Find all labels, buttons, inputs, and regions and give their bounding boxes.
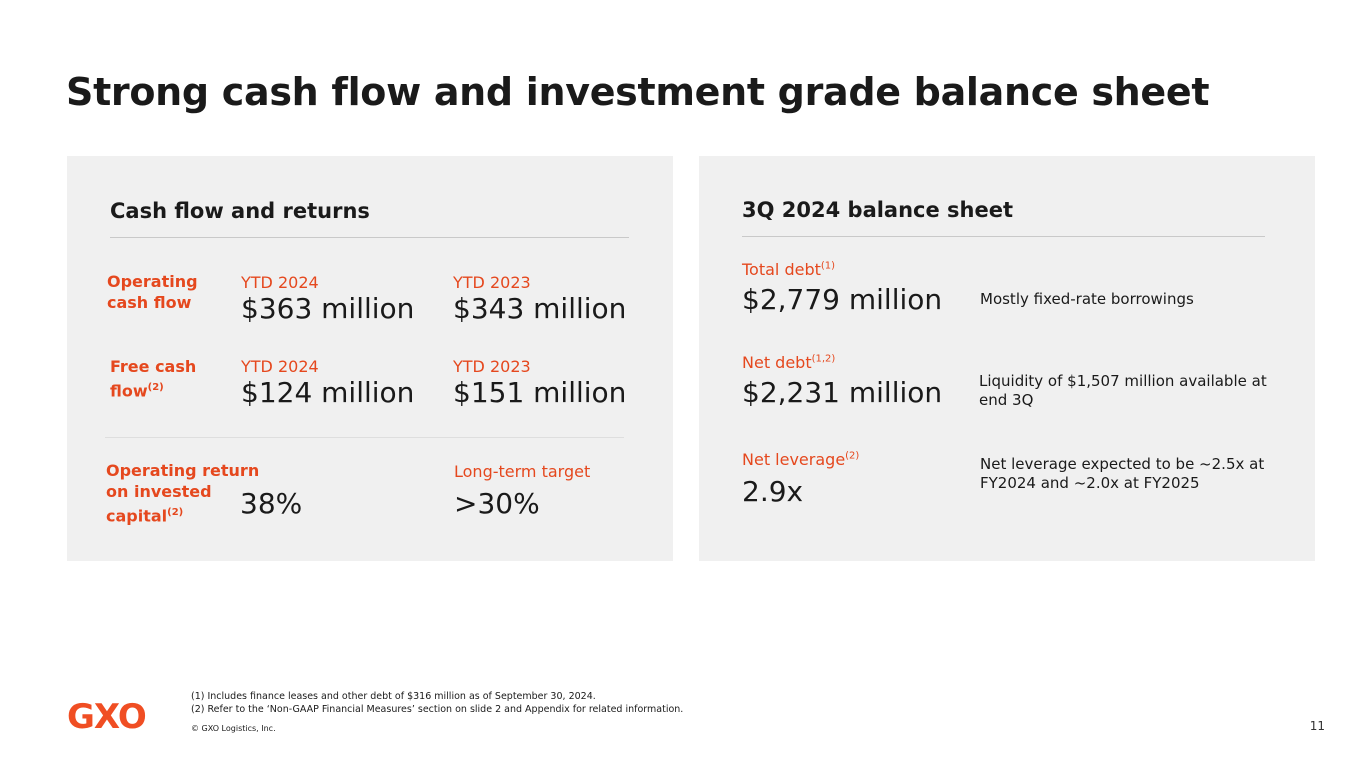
- returns-divider: [105, 437, 624, 438]
- page-number: 11: [1309, 719, 1325, 733]
- net-leverage-value: 2.9x: [742, 475, 804, 508]
- gxo-logo: GXO: [67, 697, 146, 737]
- net-debt-note: Liquidity of $1,507 million available at end 3Q: [979, 372, 1267, 409]
- balance-sheet-panel-heading: 3Q 2024 balance sheet: [742, 198, 1014, 222]
- free-cash-flow-label: Free cash flow$^{(2)}$: [110, 357, 197, 401]
- long-term-target-label: Long-term target: [454, 462, 591, 481]
- net-debt-label: Net debt$^{(1,2)}$: [742, 353, 836, 372]
- copyright: © GXO Logistics, Inc.: [191, 724, 276, 733]
- ocf-ytd2024-period: YTD 2024: [241, 273, 319, 292]
- total-debt-label: Total debt$^{(1)}$: [742, 260, 836, 279]
- fcf-ytd2024-period: YTD 2024: [241, 357, 319, 376]
- fcf-ytd2023-value: $151 million: [453, 376, 627, 409]
- footnote-1: (1) Includes finance leases and other debt of $316 million as of September 30, 2024.: [191, 691, 596, 702]
- total-debt-value: $2,779 million: [742, 283, 943, 316]
- total-debt-note: Mostly fixed-rate borrowings: [980, 290, 1194, 308]
- net-debt-value: $2,231 million: [742, 376, 943, 409]
- roic-value: 38%: [240, 487, 303, 520]
- balance-sheet-divider: [742, 236, 1265, 237]
- ocf-ytd2024-value: $363 million: [241, 292, 415, 325]
- roic-label: Operating return on invested capital$^{(2)}$: [106, 461, 260, 526]
- operating-cash-flow-label: Operating cash flow: [107, 272, 198, 312]
- fcf-ytd2024-value: $124 million: [241, 376, 415, 409]
- cash-flow-divider: [110, 237, 629, 238]
- long-term-target-value: >30%: [454, 487, 540, 520]
- cash-flow-panel-heading: Cash flow and returns: [110, 199, 370, 223]
- footnote-2: (2) Refer to the ‘Non-GAAP Financial Measures’ section on slide 2 and Appendix for related information.: [191, 704, 684, 715]
- ocf-ytd2023-period: YTD 2023: [453, 273, 531, 292]
- slide-title: Strong cash flow and investment grade balance sheet: [66, 70, 1210, 114]
- ocf-ytd2023-value: $343 million: [453, 292, 627, 325]
- fcf-ytd2023-period: YTD 2023: [453, 357, 531, 376]
- net-leverage-label: Net leverage$^{(2)}$: [742, 450, 860, 469]
- net-leverage-note: Net leverage expected to be ~2.5x at FY2024 and ~2.0x at FY2025: [980, 455, 1265, 492]
